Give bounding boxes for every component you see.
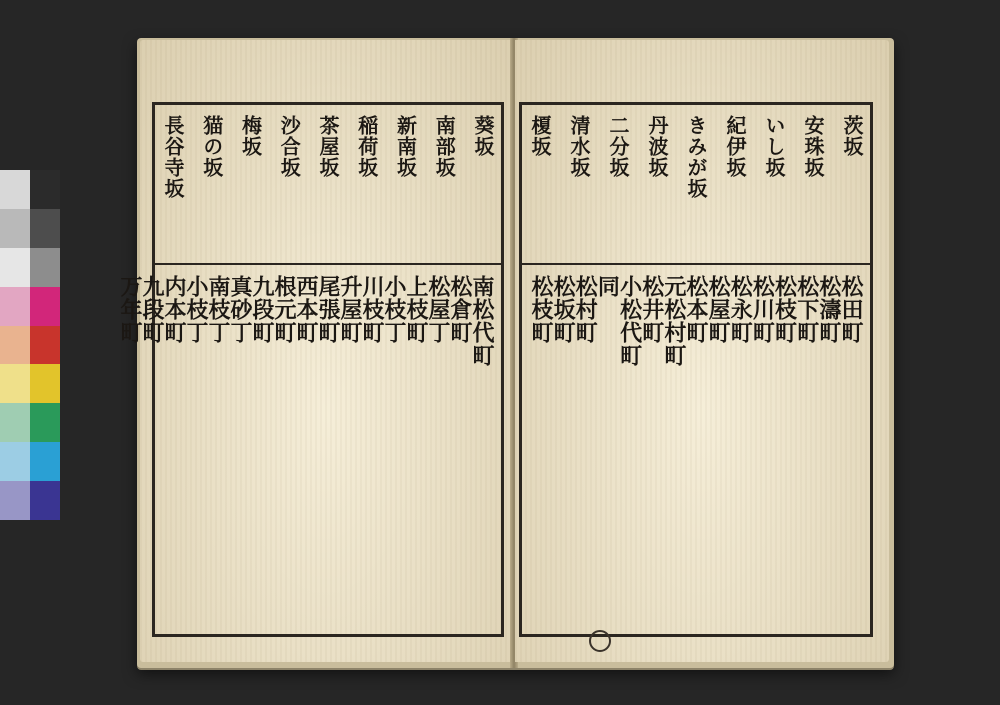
place-name-entry: 西本町 — [293, 275, 319, 344]
place-name-entry: 南松代町 — [469, 275, 495, 367]
place-name-entry: 松村町 — [572, 275, 599, 344]
color-swatch — [0, 481, 30, 520]
right-page-frame — [519, 102, 873, 637]
place-name-entry: 二分坂 — [606, 115, 630, 178]
color-swatch — [30, 248, 60, 287]
color-swatch — [30, 442, 60, 481]
place-name-entry: 小松代町 — [616, 275, 643, 367]
place-name-entry: 松坂町 — [550, 275, 577, 344]
place-name-entry: 葵坂 — [471, 115, 495, 157]
place-name-entry: 万年町 — [117, 275, 143, 344]
place-name-entry: きみが坂 — [684, 115, 708, 199]
color-swatch — [0, 442, 30, 481]
place-name-entry: 小枝丁 — [183, 275, 209, 344]
place-name-entry: 松本町 — [682, 275, 709, 344]
place-name-entry: 茶屋坂 — [316, 115, 340, 178]
color-swatch — [0, 209, 30, 248]
place-name-entry: 安珠坂 — [801, 115, 825, 178]
place-name-entry: 稲荷坂 — [354, 115, 379, 178]
place-name-entry: 清水坂 — [567, 115, 591, 178]
fold-circle-mark — [589, 630, 611, 652]
place-name-entry: 九段町 — [249, 275, 275, 344]
place-name-entry: 松屋丁 — [425, 275, 451, 344]
place-name-entry: 九段町 — [139, 275, 165, 344]
left-page — [117, 40, 512, 662]
color-swatch — [30, 403, 60, 442]
place-name-entry: 梅坂 — [238, 115, 263, 157]
open-book — [117, 38, 894, 668]
place-name-entry: 小枝丁 — [381, 275, 407, 344]
color-swatch — [0, 287, 30, 326]
place-name-entry: 川枝町 — [359, 275, 385, 344]
place-name-entry: 上枝町 — [403, 275, 429, 344]
color-swatch — [0, 170, 30, 209]
right-page — [515, 40, 889, 662]
color-swatch — [30, 209, 60, 248]
place-name-entry: 茨坂 — [840, 115, 864, 157]
place-name-entry: 沙合坂 — [277, 115, 302, 178]
place-name-entry: 松田町 — [837, 275, 864, 344]
place-name-entry: 松濤町 — [815, 275, 842, 344]
place-name-entry: 真砂丁 — [227, 275, 253, 344]
place-name-entry: 南枝丁 — [205, 275, 231, 344]
left-top-band — [155, 105, 501, 265]
place-name-entry: 内本町 — [161, 275, 187, 344]
right-bottom-band — [522, 265, 870, 634]
place-name-entry: 丹波坂 — [645, 115, 669, 178]
place-name-entry: 猫の坂 — [199, 115, 224, 178]
color-swatch — [30, 170, 60, 209]
place-name-entry: いし坂 — [762, 115, 786, 178]
color-swatch — [30, 364, 60, 403]
right-top-band — [522, 105, 870, 265]
color-swatch — [0, 248, 30, 287]
place-name-entry: 松枝町 — [771, 275, 798, 344]
place-name-entry: 松倉町 — [447, 275, 473, 344]
color-swatch — [0, 364, 30, 403]
place-name-entry: 榎坂 — [528, 115, 552, 157]
left-bottom-band — [117, 265, 501, 634]
place-name-entry: 松永町 — [727, 275, 754, 344]
color-swatch — [0, 403, 30, 442]
place-name-entry: 元松村町 — [660, 275, 687, 367]
place-name-entry: 紀伊坂 — [723, 115, 747, 178]
place-name-entry: 尾張町 — [315, 275, 341, 344]
place-name-entry: 松下町 — [793, 275, 820, 344]
place-name-entry: 升屋町 — [337, 275, 363, 344]
color-swatch — [30, 326, 60, 365]
left-page-frame — [117, 102, 504, 637]
color-swatch — [30, 287, 60, 326]
place-name-entry: 南部坂 — [432, 115, 457, 178]
place-name-entry: 同 — [594, 275, 621, 298]
color-swatch — [0, 326, 30, 365]
place-name-entry: 松屋町 — [705, 275, 732, 344]
place-name-entry: 長谷寺坂 — [161, 115, 185, 199]
place-name-entry: 松川町 — [749, 275, 776, 344]
place-name-entry: 松枝町 — [528, 275, 554, 344]
color-calibration-chart — [0, 170, 60, 520]
color-swatch — [30, 481, 60, 520]
place-name-entry: 根元町 — [271, 275, 297, 344]
place-name-entry: 松井町 — [638, 275, 665, 344]
place-name-entry: 新南坂 — [393, 115, 418, 178]
